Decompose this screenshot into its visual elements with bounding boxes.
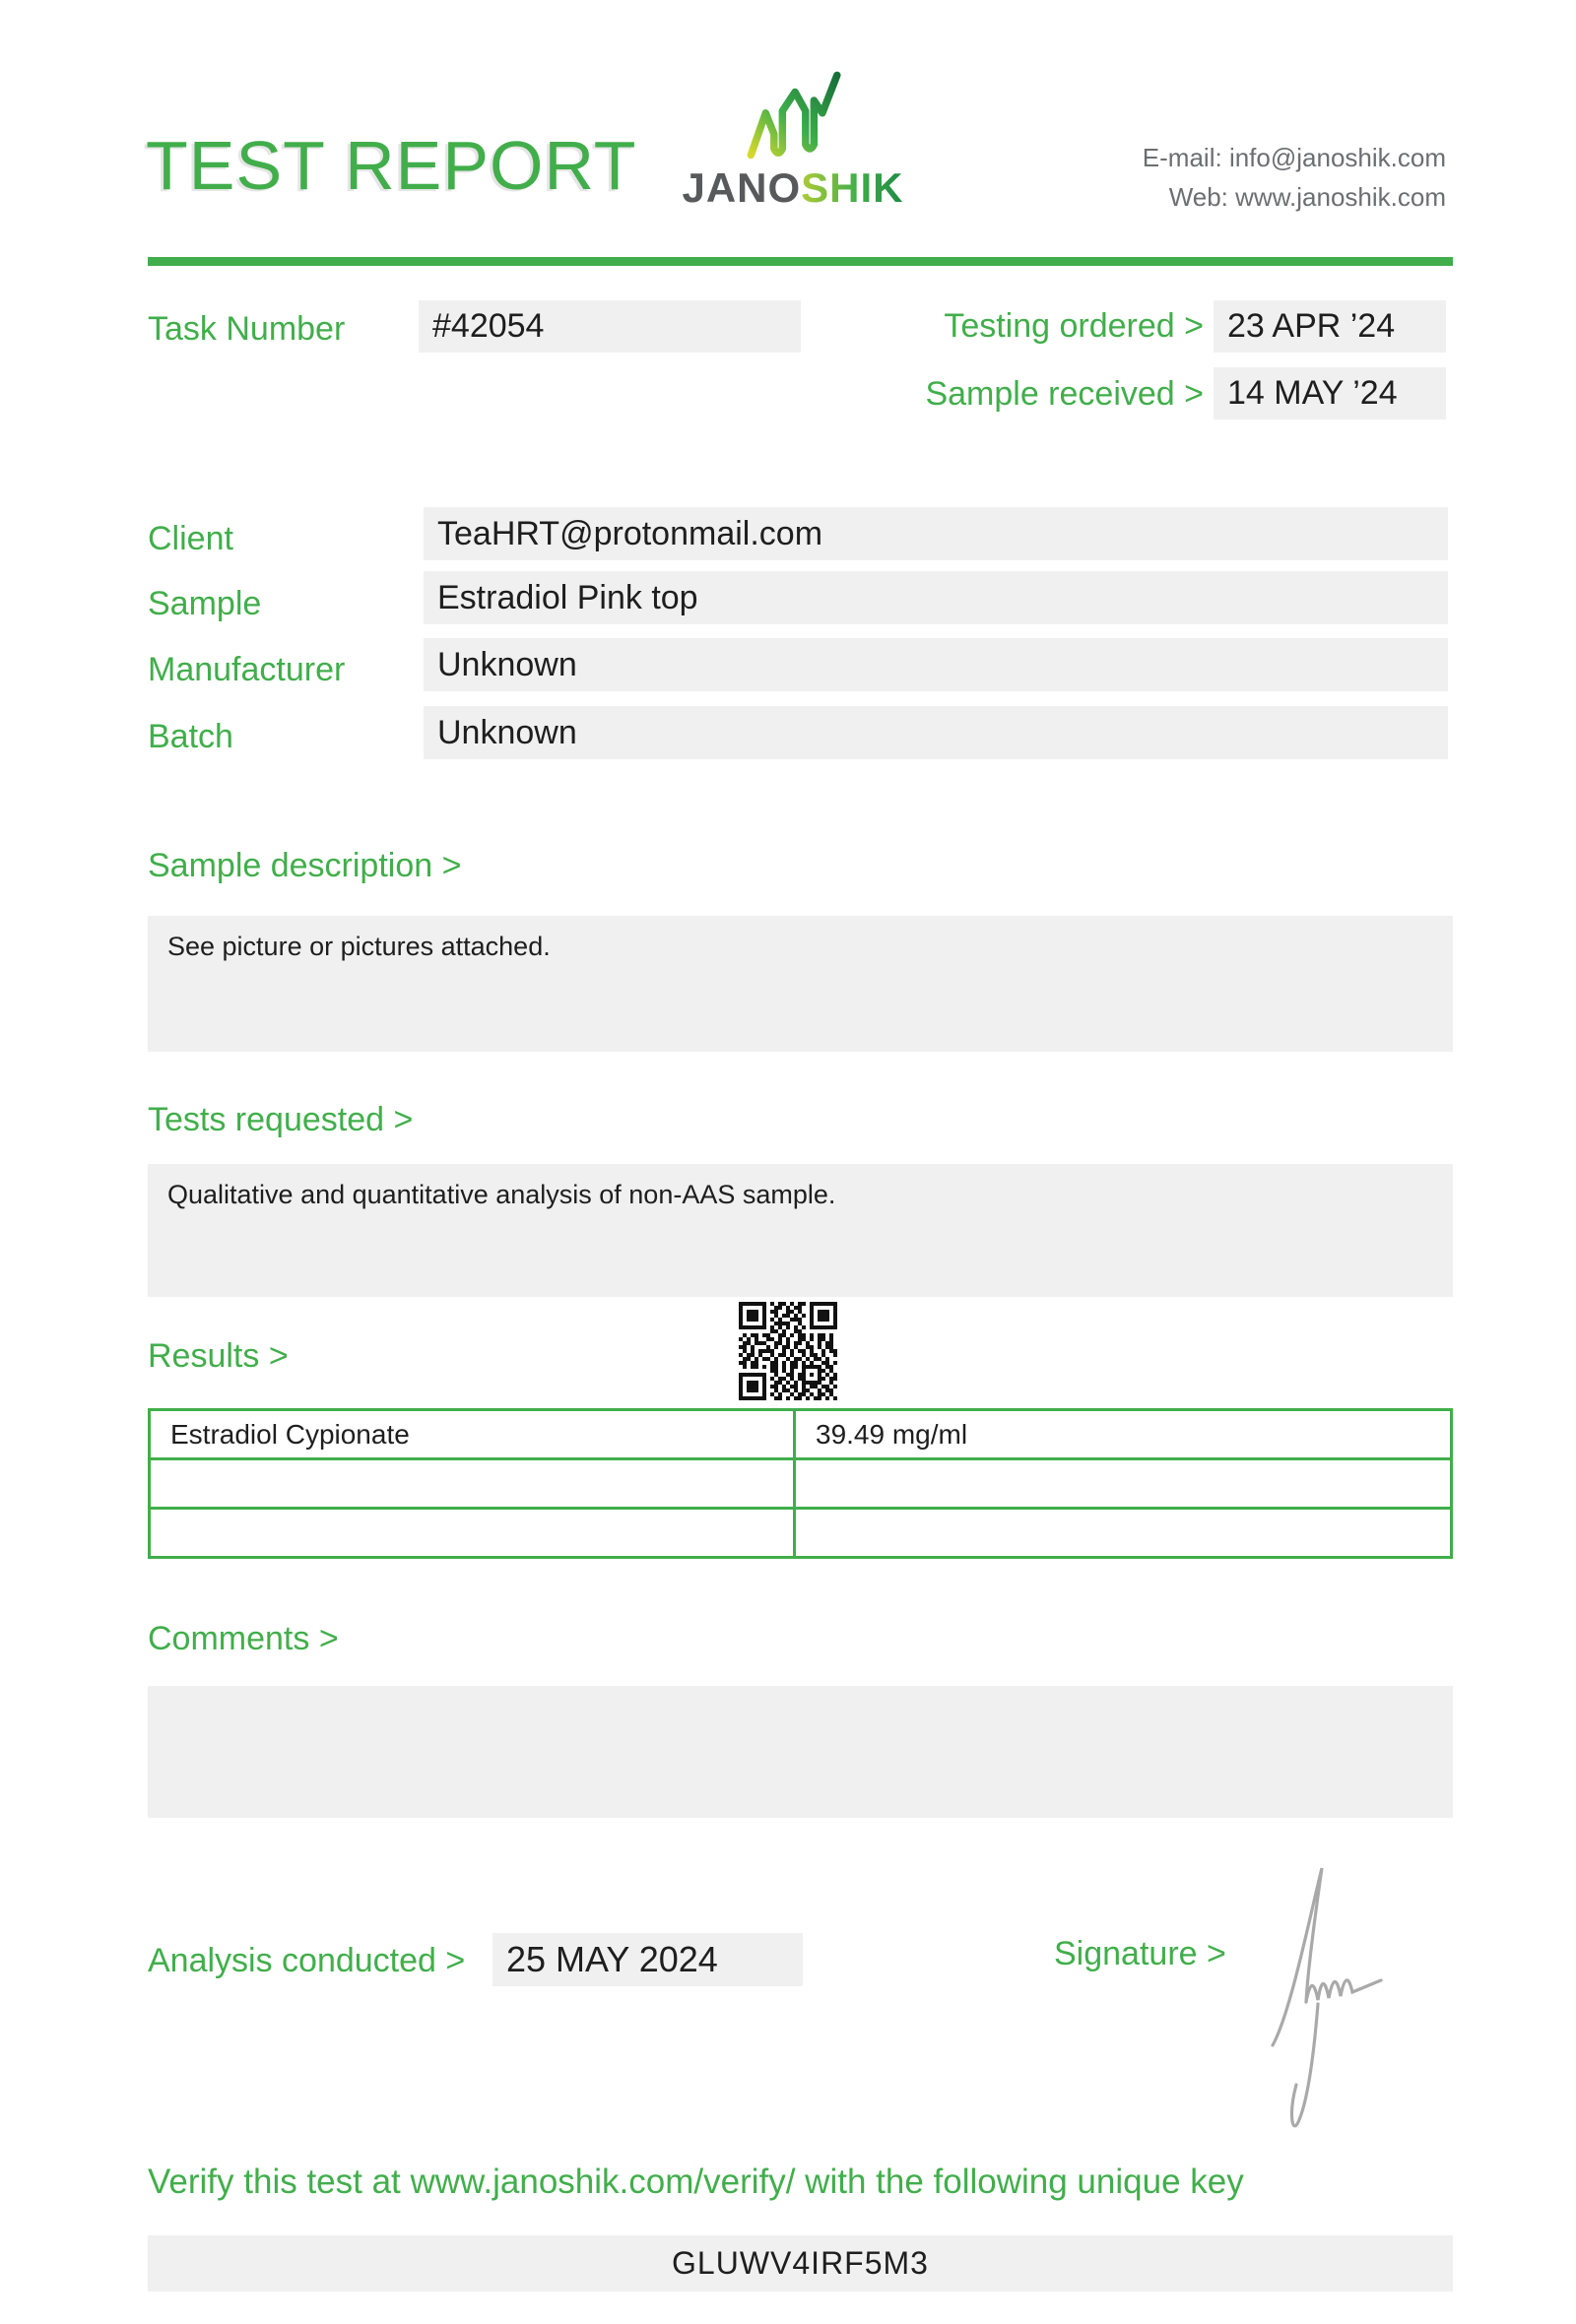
sample-label: Sample	[148, 585, 262, 622]
result-substance	[150, 1459, 795, 1509]
results-table	[148, 1408, 1453, 1559]
page-title: TEST REPORT	[146, 127, 637, 204]
result-amount	[795, 1459, 1452, 1509]
sample-received-value: 14 MAY ’24	[1214, 367, 1446, 420]
sample-description-body: See picture or pictures attached.	[148, 916, 1453, 1052]
comments-heading: Comments >	[148, 1620, 339, 1657]
sample-description-heading: Sample description >	[148, 847, 462, 884]
sample-value: Estradiol Pink top	[424, 571, 1448, 624]
analysis-conducted-value: 25 MAY 2024	[492, 1933, 803, 1986]
contact-info	[1143, 138, 1446, 217]
qr-code	[739, 1302, 837, 1400]
manufacturer-value: Unknown	[424, 638, 1448, 691]
task-number-value: #42054	[419, 300, 801, 353]
logo-jano: JANO	[682, 164, 802, 211]
result-amount	[795, 1509, 1452, 1558]
contact-email-line	[1143, 138, 1446, 177]
email-value[interactable]: info@janoshik.com	[1228, 143, 1446, 172]
table-row	[150, 1459, 1452, 1509]
batch-value: Unknown	[424, 706, 1448, 759]
verify-instruction: Verify this test at www.janoshik.com/verify/ with the following unique key	[148, 2163, 1244, 2201]
manufacturer-label: Manufacturer	[148, 651, 346, 688]
web-label: Web:	[1168, 182, 1228, 212]
comments-body	[148, 1686, 1453, 1818]
chart-growth-icon	[739, 69, 847, 163]
email-label: E-mail:	[1142, 143, 1222, 172]
signature-image	[1261, 1856, 1438, 2142]
result-substance	[150, 1509, 795, 1558]
table-row	[150, 1509, 1452, 1558]
client-label: Client	[148, 520, 233, 557]
janoshik-logo	[680, 69, 906, 209]
web-value[interactable]: www.janoshik.com	[1235, 182, 1446, 212]
contact-web-line	[1143, 177, 1446, 217]
result-substance: Estradiol Cypionate	[150, 1410, 795, 1459]
result-amount: 39.49 mg/ml	[795, 1410, 1452, 1459]
header-divider	[148, 257, 1453, 266]
sample-received-label: Sample received >	[925, 375, 1204, 413]
unique-key: GLUWV4IRF5M3	[148, 2235, 1453, 2292]
logo-shik: SHIK	[801, 164, 904, 211]
table-row	[150, 1410, 1452, 1459]
tests-requested-heading: Tests requested >	[148, 1101, 414, 1138]
testing-ordered-label: Testing ordered >	[944, 307, 1204, 345]
task-number-label: Task Number	[148, 310, 346, 348]
testing-ordered-value: 23 APR ’24	[1214, 300, 1446, 353]
client-value: TeaHRT@protonmail.com	[424, 507, 1448, 560]
batch-label: Batch	[148, 718, 233, 755]
signature-label: Signature >	[1054, 1935, 1226, 1972]
tests-requested-body: Qualitative and quantitative analysis of non-AAS sample.	[148, 1164, 1453, 1297]
analysis-conducted-label: Analysis conducted >	[148, 1942, 466, 1979]
logo-wordmark	[680, 164, 906, 211]
results-heading: Results >	[148, 1337, 289, 1375]
